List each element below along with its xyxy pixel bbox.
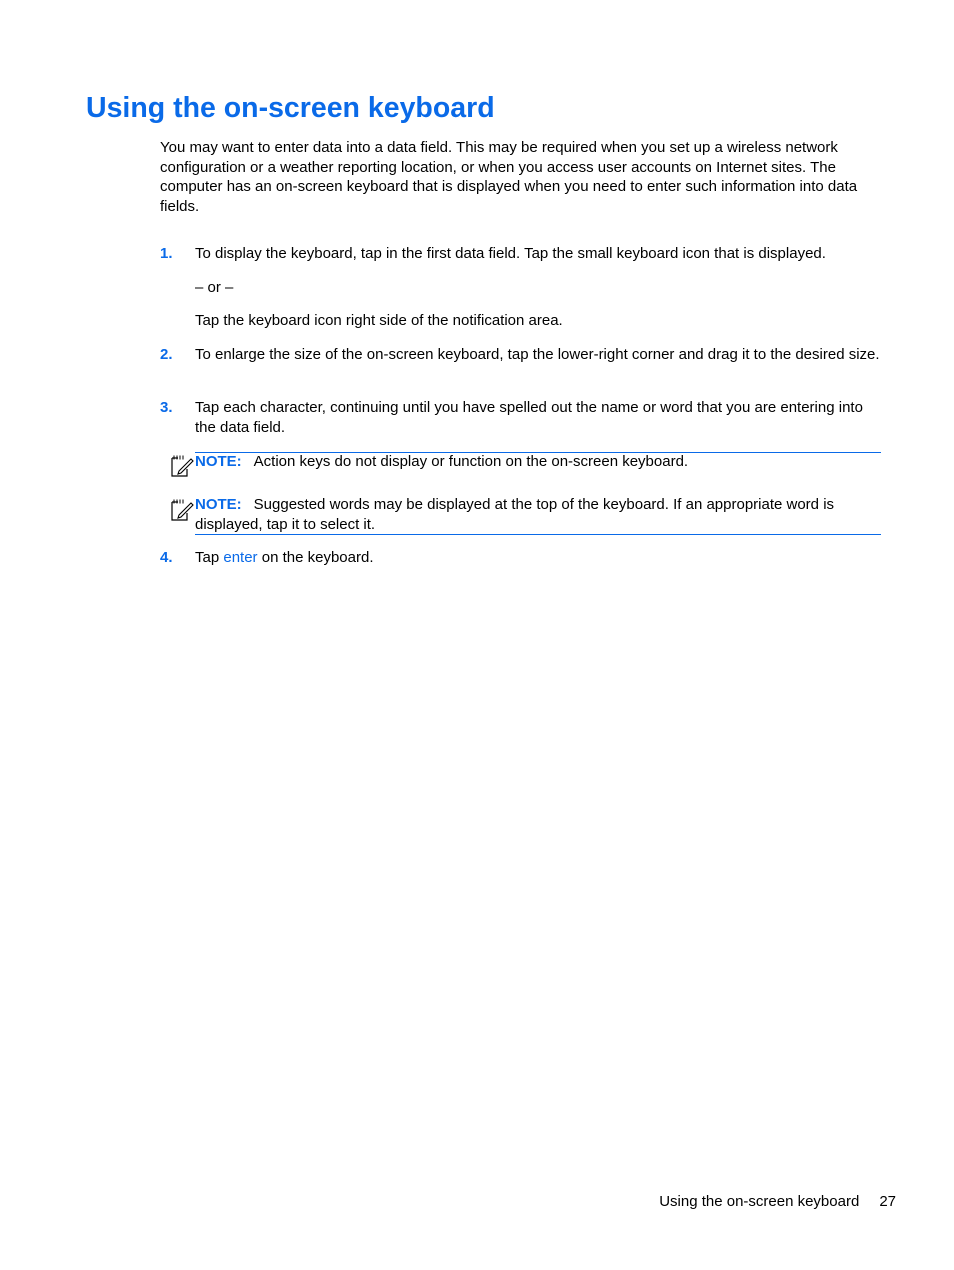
step-1-text: To display the keyboard, tap in the first data field. Tap the small keyboard icon that is displayed. <box>195 245 826 262</box>
step-3-text: Tap each character, continuing until you have spelled out the name or word that you are entering into the data field. <box>195 399 863 436</box>
note-2 <box>195 495 881 534</box>
page-footer <box>600 1192 896 1212</box>
step-2-text: To enlarge the size of the on-screen keyboard, tap the lower-right corner and drag it to the desired size. <box>195 346 880 363</box>
step-3-number: 3. <box>160 399 173 416</box>
step-1-alt-text: Tap the keyboard icon right side of the notification area. <box>195 312 563 329</box>
note-icon <box>170 454 194 478</box>
enter-key-link[interactable]: enter <box>223 549 258 566</box>
page-number: 27 <box>879 1193 896 1210</box>
note-icon <box>170 498 194 522</box>
step-4-number: 4. <box>160 549 173 566</box>
note-1-label: NOTE: <box>195 453 242 470</box>
note-2-text: Suggested words may be displayed at the top of the keyboard. If an appropriate word is displayed, tap it to select it. <box>195 496 835 533</box>
notes-box <box>170 452 881 536</box>
step-4-text <box>195 548 885 568</box>
note-bottom-rule <box>195 534 881 535</box>
step-1-number: 1. <box>160 245 173 262</box>
note-1 <box>195 452 881 472</box>
step-4-text-before: Tap <box>195 549 220 566</box>
step-1-or: – or – <box>195 279 234 296</box>
footer-section-title: Using the on-screen keyboard <box>659 1193 860 1210</box>
page-title: Using the on-screen keyboard <box>86 92 495 124</box>
note-2-label: NOTE: <box>195 496 242 513</box>
step-2-number: 2. <box>160 346 173 363</box>
intro-paragraph: You may want to enter data into a data field. This may be required when you set up a wireless network configuration or a weather reporting location, or when you access user accounts on Internet sites. The computer has an on-screen keyboard that is displayed when you need to enter such information into data fields. <box>160 139 858 215</box>
note-1-text: Action keys do not display or function on the on-screen keyboard. <box>253 453 689 470</box>
step-4-text-after: on the keyboard. <box>261 549 374 566</box>
